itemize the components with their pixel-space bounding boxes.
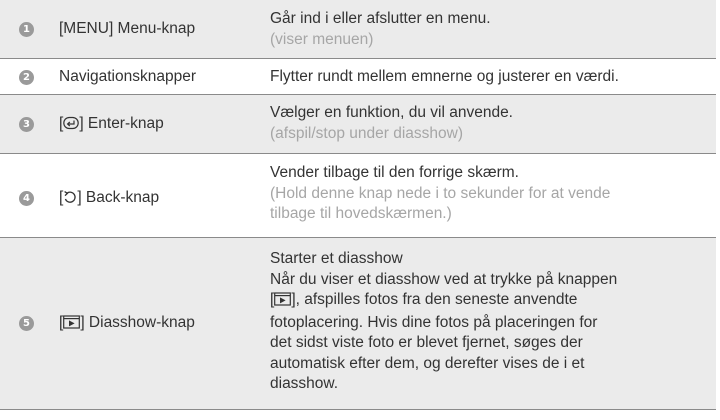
- back-icon: [63, 190, 77, 210]
- button-name-slideshow: [ ] Diasshow-knap: [59, 313, 195, 335]
- row-number-badge: 5: [19, 316, 34, 331]
- button-description: Vender tilbage til den forrige skærm. (Hold denne knap nede i to sekunder for at vende tilbage til hovedskærmen.): [270, 164, 611, 222]
- table-row: [0, 238, 716, 410]
- button-name-back: [ ] Back-knap: [59, 188, 159, 210]
- table-row: [0, 154, 716, 238]
- row-number-badge: 4: [19, 191, 34, 206]
- row-divider: [0, 409, 716, 410]
- row-number-badge: 2: [19, 70, 34, 85]
- button-description: Vælger en funktion, du vil anvende. (afspil/stop under diasshow): [270, 104, 513, 142]
- enter-icon: [63, 116, 79, 136]
- button-name-navigation: Navigationsknapper: [59, 68, 197, 85]
- slideshow-icon: [274, 292, 291, 313]
- slideshow-icon: [63, 315, 80, 335]
- row-number-badge: 1: [19, 22, 34, 37]
- table-row: [0, 95, 716, 154]
- table-row: [0, 0, 716, 59]
- button-description: Går ind i eller afslutter en menu. (viser menuen): [270, 10, 491, 48]
- button-description: Starter et diasshow Når du viser et diasshow ved at trykke på knappen [ ], afspilles fotos fra den seneste anvendte fotoplacering. Hvis dine fotos på placeringen for det sidst viste foto er blevet fjernet, søges der automatisk efter dem, og derefter vises de i et diasshow.: [270, 250, 618, 392]
- table-row: [0, 59, 716, 95]
- button-name-enter: [ ] Enter-knap: [59, 114, 164, 136]
- button-description: Flytter rundt mellem emnerne og justerer en værdi.: [270, 68, 619, 85]
- button-name-menu: [MENU] Menu-knap: [59, 20, 196, 37]
- row-number-badge: 3: [19, 117, 34, 132]
